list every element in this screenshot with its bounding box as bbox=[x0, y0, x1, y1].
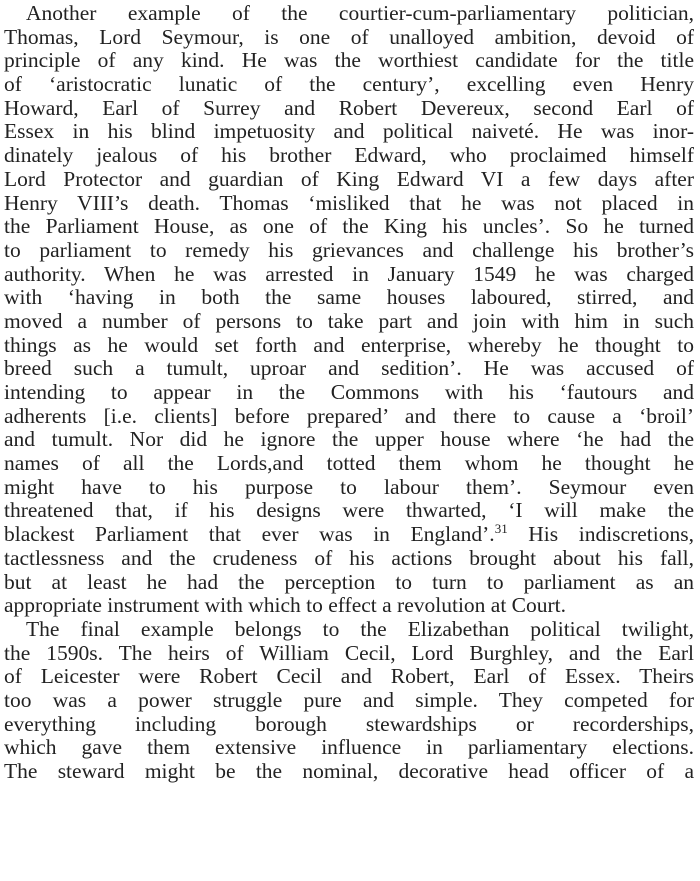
text-line: with ‘having in both the same houses laboured, stirred, and bbox=[4, 286, 694, 310]
text-line: the 1590s. The heirs of William Cecil, Lord Burghley, and the Earl bbox=[4, 641, 694, 665]
text-fragment: His indiscretions, bbox=[507, 523, 694, 547]
text-line: of ‘aristocratic lunatic of the century’, excelling even Henry bbox=[4, 73, 694, 97]
paragraph-elizabethan bbox=[4, 618, 694, 784]
text-line: moved a number of persons to take part and join with him in such bbox=[4, 309, 694, 333]
text-line: might have to his purpose to labour them’. Seymour even bbox=[4, 475, 694, 499]
text-line: the Parliament House, as one of the King his uncles’. So he turned bbox=[4, 215, 694, 239]
text-fragment: blackest Parliament that ever was in England’. bbox=[4, 523, 495, 547]
text-line: to parliament to remedy his grievances and challenge his brother’s bbox=[4, 238, 694, 262]
text-line: principle of any kind. He was the worthiest candidate for the title bbox=[4, 49, 694, 73]
text-line: too was a power struggle pure and simple. They competed for bbox=[4, 688, 694, 712]
text-line: which gave them extensive influence in parliamentary elections. bbox=[4, 736, 694, 760]
text-line: The steward might be the nominal, decorative head officer of a bbox=[4, 760, 694, 783]
text-line: The final example belongs to the Elizabethan political twilight, bbox=[26, 617, 694, 641]
text-line: everything including borough stewardships or recorderships, bbox=[4, 712, 694, 736]
text-line: Howard, Earl of Surrey and Robert Devereux, second Earl of bbox=[4, 96, 694, 120]
text-line: names of all the Lords,and totted them whom he thought he bbox=[4, 452, 694, 476]
text-line: dinately jealous of his brother Edward, who proclaimed himself bbox=[4, 144, 694, 168]
text-line: things as he would set forth and enterprise, whereby he thought to bbox=[4, 333, 694, 357]
text-line: intending to appear in the Commons with his ‘fautours and bbox=[4, 381, 694, 404]
text-line: but at least he had the perception to turn to parliament as an bbox=[4, 570, 694, 594]
text-line: threatened that, if his designs were thwarted, ‘I will make the bbox=[4, 499, 694, 523]
document-page bbox=[4, 0, 694, 784]
paragraph-seymour bbox=[4, 2, 694, 618]
text-line: Thomas, Lord Seymour, is one of unalloyed ambition, devoid of bbox=[4, 25, 694, 49]
text-line: of Leicester were Robert Cecil and Robert, Earl of Essex. Theirs bbox=[4, 665, 694, 689]
footnote-reference[interactable]: 31 bbox=[494, 523, 508, 536]
text-line: Henry VIII’s death. Thomas ‘misliked that he was not placed in bbox=[4, 191, 694, 215]
text-line: tactlessness and the crudeness of his actions brought about his fall, bbox=[4, 546, 694, 570]
text-line: adherents [i.e. clients] before prepared’ and there to cause a ‘broil’ bbox=[4, 404, 694, 428]
text-line: breed such a tumult, uproar and sedition’. He was accused of bbox=[4, 357, 694, 381]
text-line-footnote bbox=[4, 523, 694, 547]
text-line: Another example of the courtier-cum-parliamentary politician, bbox=[26, 2, 694, 25]
text-line: and tumult. Nor did he ignore the upper house where ‘he had the bbox=[4, 428, 694, 452]
text-line: Lord Protector and guardian of King Edward VI a few days after bbox=[4, 167, 694, 191]
text-line: authority. When he was arrested in January 1549 he was charged bbox=[4, 262, 694, 286]
text-line: Essex in his blind impetuosity and political naiveté. He was inor- bbox=[4, 120, 694, 144]
text-line: appropriate instrument with which to effect a revolution at Court. bbox=[4, 594, 567, 618]
